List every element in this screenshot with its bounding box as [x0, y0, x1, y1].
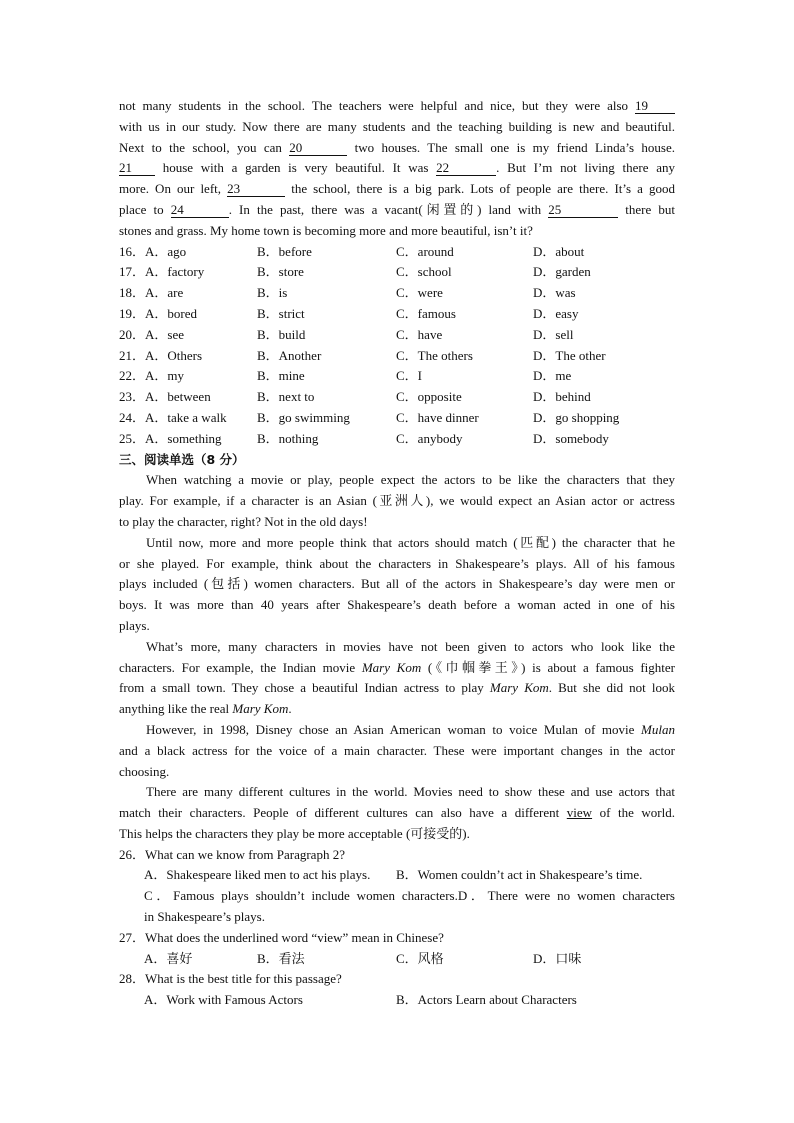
- text-line: stones and grass. My home town is becoming more and more beautiful, isn’t it?: [119, 222, 533, 238]
- italic-title: Mary Kom: [489, 680, 549, 696]
- paragraph: [119, 533, 675, 637]
- answer-blank[interactable]: 25: [548, 202, 618, 218]
- option-b[interactable]: B．next to: [257, 389, 315, 405]
- option-d[interactable]: D．behind: [533, 389, 591, 405]
- option-a: A．Work with Famous Actors: [144, 992, 303, 1008]
- option-row: [119, 990, 675, 1011]
- option-d[interactable]: D．somebody: [533, 430, 609, 446]
- option-a[interactable]: 23．A．between: [119, 389, 211, 405]
- text-line: choosing.: [119, 763, 170, 779]
- option-b[interactable]: B．before: [257, 243, 312, 259]
- answer-blank[interactable]: 20: [289, 140, 347, 156]
- text-line: However, in 1998, Disney chose an Asian American woman to voice Mulan of movie Mulan: [146, 721, 675, 737]
- question-28: [119, 969, 675, 1011]
- option-b: B．Women couldn’t act in Shakespeare’s time.: [396, 867, 643, 883]
- option-d[interactable]: D．sell: [533, 326, 574, 342]
- option-c[interactable]: C．famous: [396, 305, 456, 321]
- text-line: and a black actress for the voice of a main character. These were important changes in the actor: [119, 742, 675, 758]
- question-26: [119, 845, 675, 928]
- option-d[interactable]: D．about: [533, 243, 585, 259]
- option-a[interactable]: 22．A．my: [119, 368, 185, 384]
- option-c[interactable]: C．anybody: [396, 430, 463, 446]
- text-line: Until now, more and more people think that actors should match (匹配) the character that he: [146, 534, 675, 550]
- option-b[interactable]: B．build: [257, 326, 306, 342]
- answer-blank[interactable]: 21: [119, 160, 155, 176]
- underlined-word: view: [566, 805, 593, 821]
- option-row: [119, 366, 675, 387]
- option-c[interactable]: C．around: [396, 243, 454, 259]
- option-a[interactable]: 18．A．are: [119, 285, 184, 301]
- option-a[interactable]: 25．A．something: [119, 430, 222, 446]
- option-a[interactable]: 20．A．see: [119, 326, 184, 342]
- option-row: [119, 304, 675, 325]
- option-c[interactable]: C．The others: [396, 347, 473, 363]
- option-row: [119, 346, 675, 367]
- paragraph: [119, 470, 675, 532]
- option-b[interactable]: B．mine: [257, 368, 305, 384]
- text-line: Next to the school, you can 20 two houses. The small one is my friend Linda’s house.: [119, 139, 675, 155]
- text-line: to play the character, right? Not in the old days!: [119, 513, 368, 529]
- option-d[interactable]: D．me: [533, 368, 572, 384]
- text-line: There are many different cultures in the world. Movies need to show these and use actors that: [146, 784, 675, 800]
- question-27: [119, 928, 675, 970]
- italic-title: Mary Kom: [361, 659, 422, 675]
- option-row: [119, 408, 675, 429]
- option-b[interactable]: B．nothing: [257, 430, 319, 446]
- option-a[interactable]: 16．A．ago: [119, 243, 187, 259]
- question-stem: 26．What can we know from Paragraph 2?: [119, 846, 345, 862]
- text-line: more. On our left, 23 the school, there is a big park. Lots of people are there. It’s a good: [119, 181, 675, 197]
- option-row: C．Famous plays shouldn’t include women characters.D．There were no women characters: [144, 888, 675, 904]
- option-row: [119, 387, 675, 408]
- option-d[interactable]: D．garden: [533, 264, 591, 280]
- option-d[interactable]: D．The other: [533, 347, 606, 363]
- option-c[interactable]: C．have dinner: [396, 409, 479, 425]
- option-c: C．风格: [396, 950, 444, 966]
- option-b[interactable]: B．is: [257, 285, 288, 301]
- text-line: This helps the characters they play be more acceptable (可接受的).: [119, 825, 470, 841]
- question-stem: 28．What is the best title for this passage?: [119, 971, 342, 987]
- text-line: characters. For example, the Indian movie Mary Kom (《巾帼拳王》) is about a famous fighter: [119, 659, 676, 675]
- option-a[interactable]: 17．A．factory: [119, 264, 205, 280]
- option-a: A．喜好: [144, 950, 193, 966]
- option-c[interactable]: C．were: [396, 285, 443, 301]
- option-a[interactable]: 24．A．take a walk: [119, 409, 227, 425]
- section-title: 三、阅读单选（8 分）: [119, 451, 245, 467]
- option-b: B．看法: [257, 950, 305, 966]
- option-a: A．Shakespeare liked men to act his plays.: [144, 867, 371, 883]
- question-stem: 27．What does the underlined word “view” mean in Chinese?: [119, 929, 444, 945]
- italic-title: Mary Kom: [232, 701, 289, 717]
- option-row: [119, 262, 675, 283]
- option-c[interactable]: C．school: [396, 264, 452, 280]
- text-line: play. For example, if a character is an Asian (亚洲人), we would expect an Asian actor or actress: [119, 493, 675, 509]
- option-c[interactable]: C．I: [396, 368, 423, 384]
- option-a[interactable]: 19．A．bored: [119, 305, 197, 321]
- text-line: What’s more, many characters in movies have not been given to actors who look like the: [146, 638, 675, 654]
- option-continuation: in Shakespeare’s plays.: [144, 909, 265, 925]
- option-row: [119, 429, 675, 450]
- text-line: plays.: [119, 617, 150, 633]
- text-line: boys. It was more than 40 years after Shakespeare’s death before a woman acted in one of his: [119, 597, 675, 613]
- text-line: place to 24 . In the past, there was a vacant(闲置的) land with 25 there but: [119, 201, 675, 217]
- option-b: B．Actors Learn about Characters: [396, 992, 577, 1008]
- text-line: from a small town. They chose a beautiful Indian actress to play Mary Kom. But she did not look: [119, 680, 676, 696]
- cloze-options: [119, 242, 675, 450]
- option-d[interactable]: D．was: [533, 285, 576, 301]
- text-line: not many students in the school. The teachers were helpful and nice, but they were also 19: [119, 96, 675, 117]
- cloze-passage: [119, 96, 675, 242]
- text-line: anything like the real Mary Kom.: [119, 701, 292, 717]
- option-a[interactable]: 21．A．Others: [119, 347, 203, 363]
- paragraph: [119, 782, 675, 844]
- exam-page: [119, 96, 675, 1011]
- paragraph: [119, 637, 675, 720]
- option-row: [119, 283, 675, 304]
- italic-title: Mulan: [641, 721, 675, 737]
- text-line: match their characters. People of different cultures can also have a different view of the world.: [119, 805, 675, 821]
- text-line: or she played. For example, think about the characters in Shakespeare’s plays. All of his famous: [119, 555, 675, 571]
- answer-blank[interactable]: 23: [227, 181, 285, 197]
- option-d: D．口味: [533, 950, 582, 966]
- option-d[interactable]: D．easy: [533, 305, 579, 321]
- option-b[interactable]: B．store: [257, 264, 304, 280]
- option-c[interactable]: C．have: [396, 326, 443, 342]
- option-b[interactable]: B．go swimming: [257, 409, 350, 425]
- option-row: [119, 325, 675, 346]
- option-d[interactable]: D．go shopping: [533, 409, 620, 425]
- option-row: [119, 865, 675, 886]
- option-row: [119, 949, 675, 970]
- option-b[interactable]: B．Another: [257, 347, 322, 363]
- option-c[interactable]: C．opposite: [396, 389, 462, 405]
- text-line: with us in our study. Now there are many students and the teaching building is new and beautiful.: [119, 118, 675, 134]
- answer-blank[interactable]: 22: [436, 160, 496, 176]
- answer-blank[interactable]: 19: [635, 98, 675, 114]
- text-line: 21 house with a garden is very beautiful. It was 22 . But I’m not living there any: [119, 160, 675, 176]
- text-line: When watching a movie or play, people expect the actors to be like the characters that they: [146, 472, 675, 488]
- answer-blank[interactable]: 24: [171, 202, 229, 218]
- paragraph: [119, 720, 675, 782]
- option-b[interactable]: B．strict: [257, 305, 305, 321]
- reading-passage: [119, 470, 675, 844]
- option-row: [119, 242, 675, 263]
- text-line: plays included (包括) women characters. But all of the actors in Shakespeare’s day were men or: [119, 576, 675, 592]
